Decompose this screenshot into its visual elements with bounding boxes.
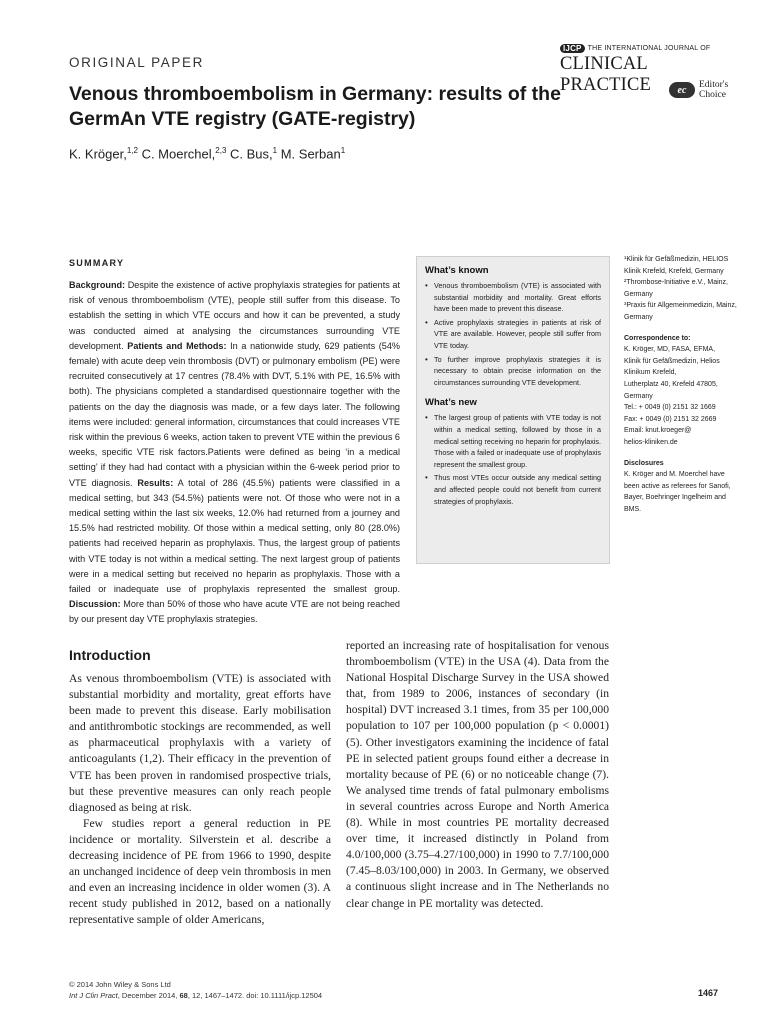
list-item: • Thus most VTEs occur outside any medical setting and affected people could not benefit from current strategies of prophylaxis.: [425, 472, 601, 507]
disclosures-heading: Disclosures: [624, 459, 664, 467]
citation-rest: , 12, 1467–1472. doi: 10.1111/ijcp.12504: [187, 991, 323, 1000]
section-label: ORIGINAL PAPER: [69, 55, 204, 70]
article-title: Venous thromboembolism in Germany: results of the GermAn VTE registry (GATE-registry): [69, 83, 561, 130]
summary-discussion-text: More than 50% of those who have acute VTE are not being reached by our present day VTE prophylaxis strategies.: [69, 599, 400, 625]
summary-background-text: Despite the existence of active prophylaxis strategies for patients at risk of venous thromboembolism (VTE), people still suffer from this disease. To establish the setting in which VTE occurs and how it can be prevented, a study was conducted aimed at analysing the circumstances surrounding VTE development.: [69, 280, 400, 351]
correspondence-line: Klinikum Krefeld,: [624, 369, 677, 377]
author-name: C. Bus,: [230, 146, 273, 162]
citation-volume: 68: [179, 991, 188, 1000]
summary-methods-label: Patients and Methods:: [127, 340, 227, 351]
author-name: K. Kröger,: [69, 146, 127, 162]
page-number: 1467: [698, 988, 719, 998]
whats-new-list: [425, 412, 601, 507]
summary-background-label: Background:: [69, 280, 126, 290]
key-points-box: [416, 256, 610, 564]
correspondence-email[interactable]: Email: knut.kroeger@: [624, 427, 692, 435]
citation-journal: Int J Clin Pract: [69, 991, 118, 1000]
summary-heading: SUMMARY: [69, 258, 125, 268]
affiliation-item: ²Thrombose-Initiative e.V., Mainz, Germany: [624, 279, 729, 298]
editors-choice-line2: Choice: [699, 90, 726, 100]
correspondence-line: K. Kröger, MD, FASA, EFMA,: [624, 346, 716, 354]
summary-text: [69, 278, 400, 628]
journal-mark-icon: IJCP: [560, 44, 585, 53]
summary-discussion-label: Discussion:: [69, 599, 121, 610]
citation-line: [69, 990, 322, 1001]
list-item: • To further improve prophylaxis strategies it is necessary to obtain precise information on the circumstances surrounding VTE development.: [425, 354, 601, 389]
correspondence-email-domain[interactable]: helios-kliniken.de: [624, 438, 678, 446]
citation-text: , December 2014,: [117, 991, 180, 1000]
list-item: • Active prophylaxis strategies in patients at risk of VTE are available. However, people still suffer from VTE today.: [425, 317, 601, 352]
summary-results-text: A total of 286 (45.5%) patients were classified in a medical setting, but 343 (54.5%) patients were not. Of those who were not in a medical setting within the last six weeks, 12.0% had returned from a journey and 15.5% had restricted mobility. Of those within a medical setting, only 80 (28.0%) patients had received heparin as prophylaxis. Thus, the largest group of patients with VTE today is not within a medical setting. The next largest group of patients were in a medical setting but received no heparin as prophylaxis. Those with a failed or inadequate use of prophylaxis represented the smallest group.: [69, 477, 400, 595]
affiliation-item: ³Praxis für Allgemeinmedizin, Mainz, Germany: [624, 302, 737, 321]
correspondence-line: Germany: [624, 392, 653, 400]
correspondence-heading: Correspondence to:: [624, 334, 691, 342]
editors-choice-line1: Editor's: [699, 80, 729, 90]
correspondence-line: Tel.: + 0049 (0) 2151 32 1669: [624, 404, 716, 412]
whats-known-heading: What’s known: [425, 265, 489, 276]
journal-prefix: THE INTERNATIONAL JOURNAL OF: [587, 45, 711, 52]
body-column-right: [346, 638, 609, 912]
copyright-line: © 2014 John Wiley & Sons Ltd: [69, 980, 171, 989]
list-item: • Venous thromboembolism (VTE) is associated with substantial morbidity and mortality. Great efforts have been made to prevent this disease.: [425, 280, 601, 315]
affiliations-column: [624, 254, 742, 515]
affiliation-item: ¹Klinik für Gefäßmedizin, HELIOS Klinik Krefeld, Krefeld, Germany: [624, 256, 729, 275]
correspondence-line: Klinik für Gefäßmedizin, Helios: [624, 357, 720, 365]
editors-choice-icon: ec: [669, 82, 695, 98]
author-list: [69, 146, 345, 161]
body-paragraph: reported an increasing rate of hospitalisation for venous thromboembolism (VTE) in the USA (4). Data from the National Hospital Discharge Survey in the USA showed that, from 1989 to 2006, instances of secondary (in hospital) DVT increased 3.1 times, from 35 per 100,000 population to 107 per 100,000 population (p < 0.0001) (5). Other investigators examining the incidence of fatal PE in selected patient groups found either a decrease in mortality because of PE (6) or no noticeable change (7). We analysed time trends of fatal pulmonary embolisms in several countries across Europe and North America (8). While in most countries PE mortality decreased over time, it increased distinctly in Poland from 4.0/100,000 (3.75–4.27/100,000) in 1990 to 7.7/100,000 (7.45–8.03/100,000) in 2003. In Germany, we observed a continuous slight increase and in The Netherlands no clear change in PE mortality was detected.: [346, 639, 609, 910]
author-affiliation-ref: 1: [272, 146, 278, 155]
introduction-heading: Introduction: [69, 647, 151, 663]
author-affiliation-ref: 1: [340, 146, 346, 155]
whats-known-list: [425, 280, 601, 388]
author-name: C. Moerchel,: [141, 146, 216, 162]
whats-new-heading: What’s new: [425, 397, 477, 409]
correspondence-line: Lutherplatz 40, Krefeld 47805,: [624, 380, 718, 388]
journal-name: CLINICAL PRACTICE: [560, 54, 652, 95]
author-name: M. Serban: [280, 146, 341, 162]
disclosures-text: K. Kröger and M. Moerchel have been active as referees for Sanofi, Bayer, Boehringer Ingelheim and BMS.: [624, 471, 731, 513]
author-affiliation-ref: 2,3: [215, 146, 227, 155]
page-footer: [69, 979, 322, 1001]
author-affiliation-ref: 1,2: [126, 146, 138, 155]
body-column-left: [69, 671, 331, 929]
summary-results-label: Results:: [137, 477, 174, 488]
body-paragraph: As venous thromboembolism (VTE) is associated with substantial morbidity and mortality, great efforts have been made to prevent this disease. Early mobilisation and antithrombotic stockings are recommended, as well as pharmaceutical prophylaxis with a variety of anticoagulants (1,2). Their efficacy in the prevention of VTE has been proven in randomised prospective trials, but these preventive measures can only reach people diagnosed as being at risk.: [69, 672, 331, 814]
editors-choice-badge: [669, 80, 728, 100]
list-item: • The largest group of patients with VTE today is not within a medical setting, followed by those in a medical setting receiving no heparin for prophylaxis. Those with a failed or inadequate use of prophylaxis represent the smallest group.: [425, 412, 601, 470]
summary-methods-text: In a nationwide study, 629 patients (54% female) with acute deep vein thrombosis (DVT) or pulmonary embolism (PE) were recruited consecutively at 17 centres (78.4% with DVT, 5.1% with PE, 16.5% with both). The physicians completed a standardised questionnaire together with the patients on the day the diagnosis was made, or a few days later. The following items were included: general information, circumstances that could increases VTE risk within the previous 6 weeks, action taken to prevent VTE within the previous 6 weeks, specific VTE risk factors.Patients were defined as being ‘in a medical setting’ if they had had contact with a physician within the 6-week period prior to VTE diagnosis.: [69, 340, 400, 488]
body-paragraph: Few studies report a general reduction in PE incidence or mortality. Silverstein et al. describe a decreasing incidence of PE from 1966 to 1990, despite an unchanged incidence of deep vein thrombosis in men and even an increasing incidence in older women (3). A recent study published in 2012, based on a nationally representative sample of older Americans,: [69, 816, 331, 927]
correspondence-line: Fax: + 0049 (0) 2151 32 2669: [624, 415, 717, 423]
